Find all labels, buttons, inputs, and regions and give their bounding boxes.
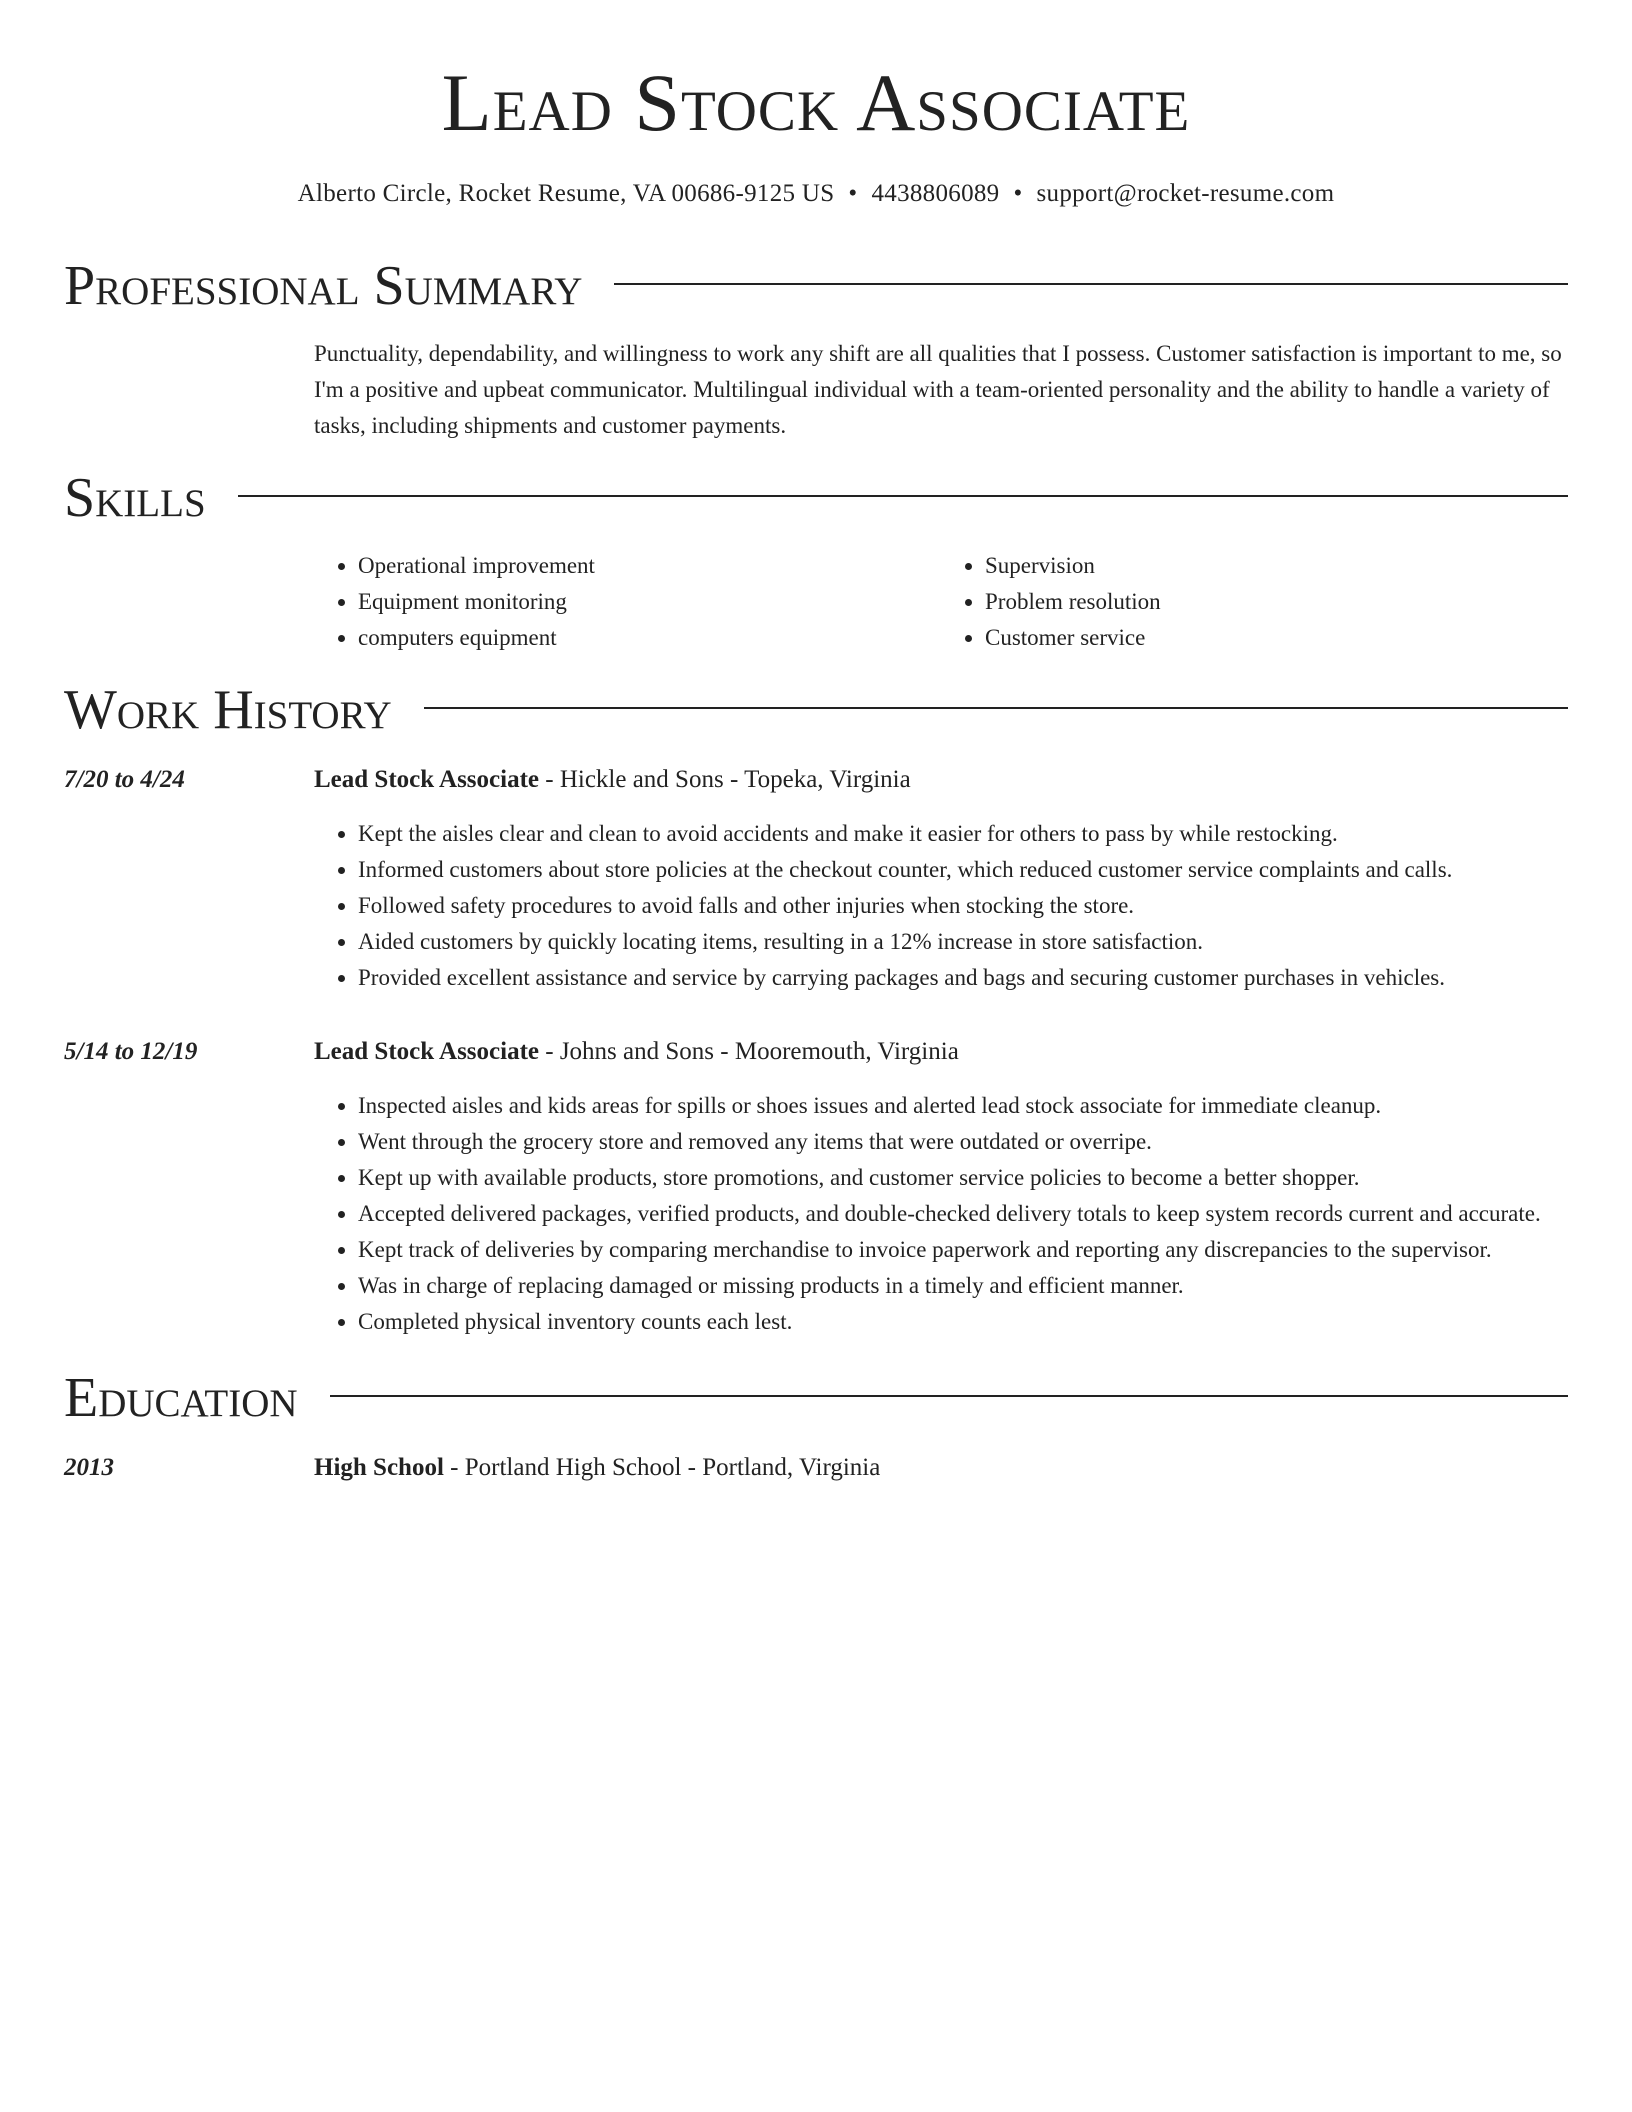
job-date: 5/14 to 12/19 xyxy=(64,1038,198,1065)
skills-column-right xyxy=(941,548,1568,656)
education-title-line xyxy=(314,1450,1568,1486)
education-entry xyxy=(64,1450,1568,1486)
education-heading: Education xyxy=(64,1367,298,1429)
job-title: Lead Stock Associate xyxy=(314,1038,539,1065)
job-bullet: • Kept the aisles clear and clean to avoid accidents and make it easier for others to pass by while restocking. xyxy=(358,816,1568,852)
job-details: - Hickle and Sons - Topeka, Virginia xyxy=(539,766,911,793)
contact-line xyxy=(64,180,1568,208)
contact-separator: • xyxy=(848,180,858,207)
resume-title: Lead Stock Associate xyxy=(441,57,1191,148)
contact-address: Alberto Circle, Rocket Resume, VA 00686-9125 US xyxy=(297,180,835,207)
contact-separator: • xyxy=(1013,180,1023,207)
education-date: 2013 xyxy=(64,1454,114,1481)
skill-item: • Problem resolution xyxy=(985,584,1568,620)
summary-heading: Professional Summary xyxy=(64,255,583,317)
job-bullet: • Informed customers about store policies at the checkout counter, which reduced customer service complaints and calls. xyxy=(358,852,1568,888)
skills-list xyxy=(314,548,1568,656)
job-title: Lead Stock Associate xyxy=(314,766,539,793)
section-divider xyxy=(238,495,1568,497)
job-bullet: • Was in charge of replacing damaged or missing products in a timely and efficient manner. xyxy=(358,1268,1568,1304)
job-date: 7/20 to 4/24 xyxy=(64,766,185,793)
job-bullet: • Went through the grocery store and removed any items that were outdated or overripe. xyxy=(358,1124,1568,1160)
job-bullet: • Kept track of deliveries by comparing merchandise to invoice paperwork and reporting any discrepancies to the supervisor. xyxy=(358,1232,1568,1268)
job-entry xyxy=(64,1034,1568,1340)
job-bullet: • Completed physical inventory counts each lest. xyxy=(358,1304,1568,1340)
skill-item: • Equipment monitoring xyxy=(358,584,941,620)
skill-item: • Customer service xyxy=(985,620,1568,656)
summary-text: Punctuality, dependability, and willingness to work any shift are all qualities that I possess. Customer satisfaction is important to me, so I'm a positive and upbeat communicator. Multilingual individual with a team-oriented personality and the ability to handle a variety of tasks, including shipments and customer payments. xyxy=(314,341,1562,438)
skill-item: • Operational improvement xyxy=(358,548,941,584)
education-details: - Portland High School - Portland, Virginia xyxy=(443,1454,881,1481)
section-divider xyxy=(330,1395,1568,1397)
work-heading: Work History xyxy=(64,679,392,741)
contact-email: support@rocket-resume.com xyxy=(1036,180,1335,207)
job-bullet: • Kept up with available products, store promotions, and customer service policies to become a better shopper. xyxy=(358,1160,1568,1196)
job-title-line xyxy=(314,762,1568,798)
work-section-header xyxy=(64,679,1568,741)
summary-section-header xyxy=(64,255,1568,317)
job-bullet: • Aided customers by quickly locating items, resulting in a 12% increase in store satisfaction. xyxy=(358,924,1568,960)
job-bullet: • Accepted delivered packages, verified products, and double-checked delivery totals to keep system records current and accurate. xyxy=(358,1196,1568,1232)
job-details: - Johns and Sons - Mooremouth, Virginia xyxy=(539,1038,959,1065)
job-bullet: • Provided excellent assistance and service by carrying packages and bags and securing customer purchases in vehicles. xyxy=(358,960,1568,996)
job-bullets xyxy=(314,816,1568,996)
education-section-header xyxy=(64,1367,1568,1429)
contact-phone: 4438806089 xyxy=(871,180,1000,207)
section-divider xyxy=(424,707,1568,709)
job-bullet: • Followed safety procedures to avoid falls and other injuries when stocking the store. xyxy=(358,888,1568,924)
skills-section-header xyxy=(64,467,1568,529)
job-bullets xyxy=(314,1088,1568,1340)
skills-column-left xyxy=(314,548,941,656)
job-bullet: • Inspected aisles and kids areas for spills or shoes issues and alerted lead stock associate for immediate cleanup. xyxy=(358,1088,1568,1124)
skills-heading: Skills xyxy=(64,467,206,529)
education-degree: High School xyxy=(314,1454,444,1481)
skill-item: • computers equipment xyxy=(358,620,941,656)
skill-item: • Supervision xyxy=(985,548,1568,584)
section-divider xyxy=(614,283,1568,285)
job-entry xyxy=(64,762,1568,996)
job-title-line xyxy=(314,1034,1568,1070)
